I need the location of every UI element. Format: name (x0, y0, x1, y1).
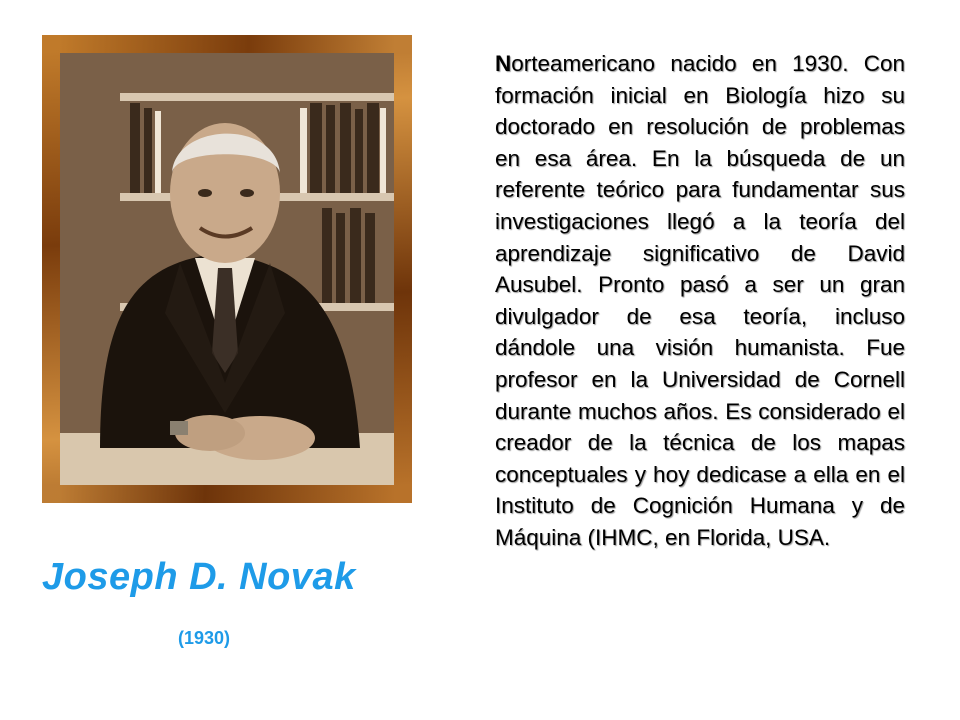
person-year: (1930) (178, 628, 231, 648)
portrait-frame (42, 35, 412, 503)
portrait-illustration (60, 53, 394, 485)
person-name: Joseph D. Novak (42, 556, 356, 598)
bio-first-letter: N (495, 51, 512, 76)
bio-body: orteamericano nacido en 1930. Con formación inicial en Biología hizo su doctorado en resolución de problemas en esa área. En la búsqueda de un referente teórico para fundamentar sus investigaciones llegó a la teoría del aprendizaje significativo de David Ausubel. Pronto pasó a ser un gran divulgador de esa teoría, incluso dándole una visión humanista. Fue profesor en la Universidad de Cornell durante muchos años. Es considerado el creador de la técnica de los mapas conceptuales y hoy dedicase a ella en el Instituto de Cognición Humana y de Máquina (IHMC, en Florida, USA. (495, 51, 905, 550)
portrait-photo (60, 53, 394, 485)
biography-text (495, 48, 905, 554)
